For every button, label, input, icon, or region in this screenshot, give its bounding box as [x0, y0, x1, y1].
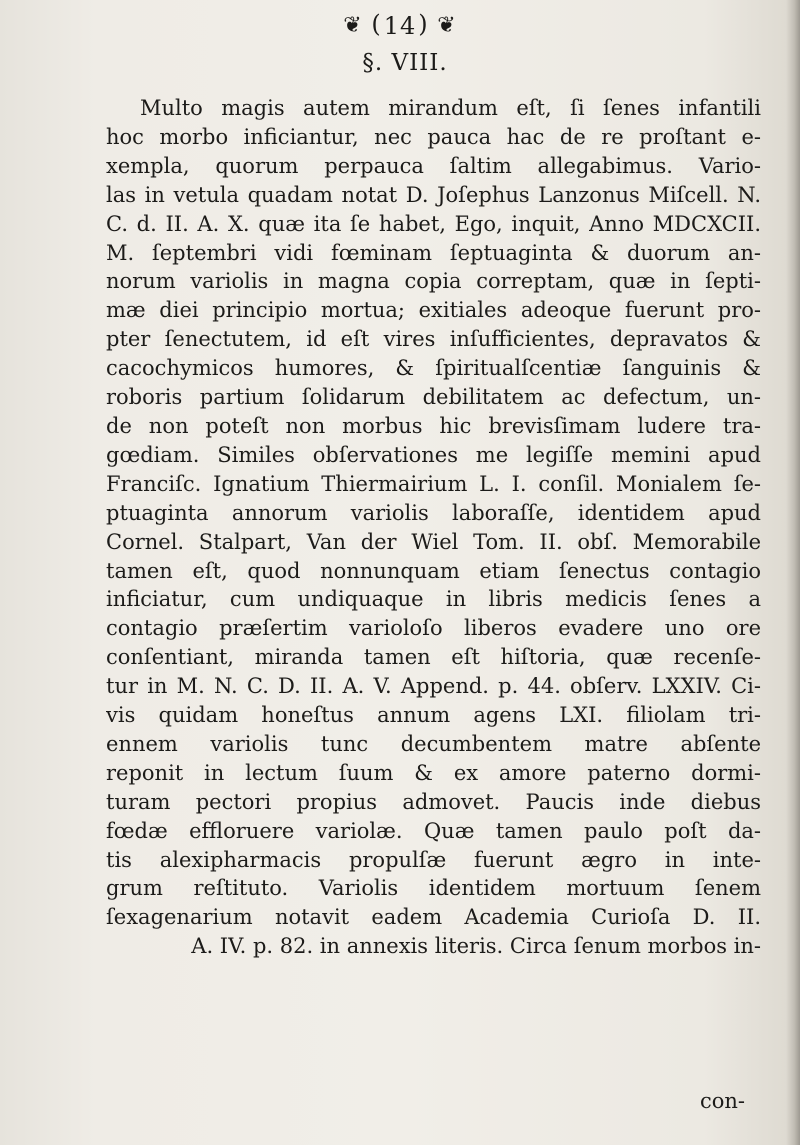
- ornament-left-icon: ❦: [343, 13, 363, 38]
- text-line: pter ſenectutem, id eſt vires inſufficientes, depravatos &: [106, 327, 761, 352]
- text-line: reponit in lectum ſuum & ex amore paterno dormi-: [106, 760, 761, 785]
- text-line: contagio præſertim varioloſo liberos evadere uno ore: [106, 616, 761, 641]
- text-line: vis quidam honeſtus annum agens LXI. filiolam tri-: [106, 703, 761, 728]
- text-line: fœdæ effloruere variolæ. Quæ tamen paulo poſt da-: [106, 818, 761, 843]
- text-line: gœdiam. Similes obſervationes me legiſſe memini apud: [106, 442, 761, 467]
- text-line: xempla, quorum perpauca ſaltim allegabimus. Vario-: [106, 153, 761, 178]
- text-line: cacochymicos humores, & ſpiritualſcentiæ ſanguinis &: [106, 356, 761, 381]
- section-heading: §. VIII.: [362, 50, 448, 76]
- text-line: tamen eſt, quod nonnunquam etiam ſenectus contagio: [106, 558, 761, 583]
- text-line: Franciſc. Ignatium Thiermairium L. I. conſil. Monialem ſe-: [106, 471, 761, 496]
- text-line: Cornel. Stalpart, Van der Wiel Tom. II. obſ. Memorabile: [106, 529, 761, 554]
- text-line: mæ diei principio mortua; exitiales adeoque fuerunt pro-: [106, 298, 761, 323]
- catchword: con-: [700, 1089, 746, 1113]
- text-line: norum variolis in magna copia correptam, quæ in ſepti-: [106, 269, 761, 294]
- text-line: de non poteſt non morbus hic brevisſimam ludere tra-: [106, 413, 761, 438]
- ornament-right-icon: ❦: [437, 13, 457, 38]
- text-line: A. IV. p. 82. in annexis literis. Circa ſenum morbos in-: [191, 934, 761, 959]
- text-line: ſexagenarium notavit eadem Academia Curioſa D. II.: [106, 905, 761, 930]
- page-number: 14: [383, 11, 417, 40]
- text-line: las in vetula quadam notat D. Joſephus Lanzonus Miſcell. N.: [106, 182, 761, 207]
- text-line: turam pectori propius admovet. Paucis inde diebus: [106, 789, 761, 814]
- text-line: M. ſeptembri vidi fœminam ſeptuaginta & duorum an-: [106, 240, 761, 265]
- text-line: roboris partium ſolidarum debilitatem ac defectum, un-: [106, 385, 761, 410]
- text-line: ptuaginta annorum variolis laboraſſe, identidem apud: [106, 500, 761, 525]
- page-header: [0, 10, 800, 40]
- text-line: ennem variolis tunc decumbentem matre abſente: [106, 731, 761, 756]
- text-line: tis alexipharmacis propulſæ fuerunt ægro in inte-: [106, 847, 761, 872]
- text-line: hoc morbo inficiantur, nec pauca hac de re proſtant e-: [106, 124, 761, 149]
- text-line: Multo magis autem mirandum eſt, ſi ſenes infantili: [140, 96, 761, 120]
- page-edge-shadow: [786, 0, 800, 1145]
- body-text: [106, 94, 761, 961]
- text-line: conſentiant, miranda tamen eſt hiſtoria, quæ recenſe-: [106, 645, 761, 670]
- paren-open: (: [371, 10, 382, 38]
- text-line: tur in M. N. C. D. II. A. V. Append. p. 44. obſerv. LXXIV. Ci-: [106, 674, 761, 699]
- text-line: inficiatur, cum undiquaque in libris medicis ſenes a: [106, 587, 761, 612]
- text-line: grum reſtituto. Variolis identidem mortuum ſenem: [106, 876, 761, 901]
- paren-close: ): [418, 10, 429, 38]
- text-line: C. d. II. A. X. quæ ita ſe habet, Ego, inquit, Anno MDCXCII.: [106, 211, 761, 236]
